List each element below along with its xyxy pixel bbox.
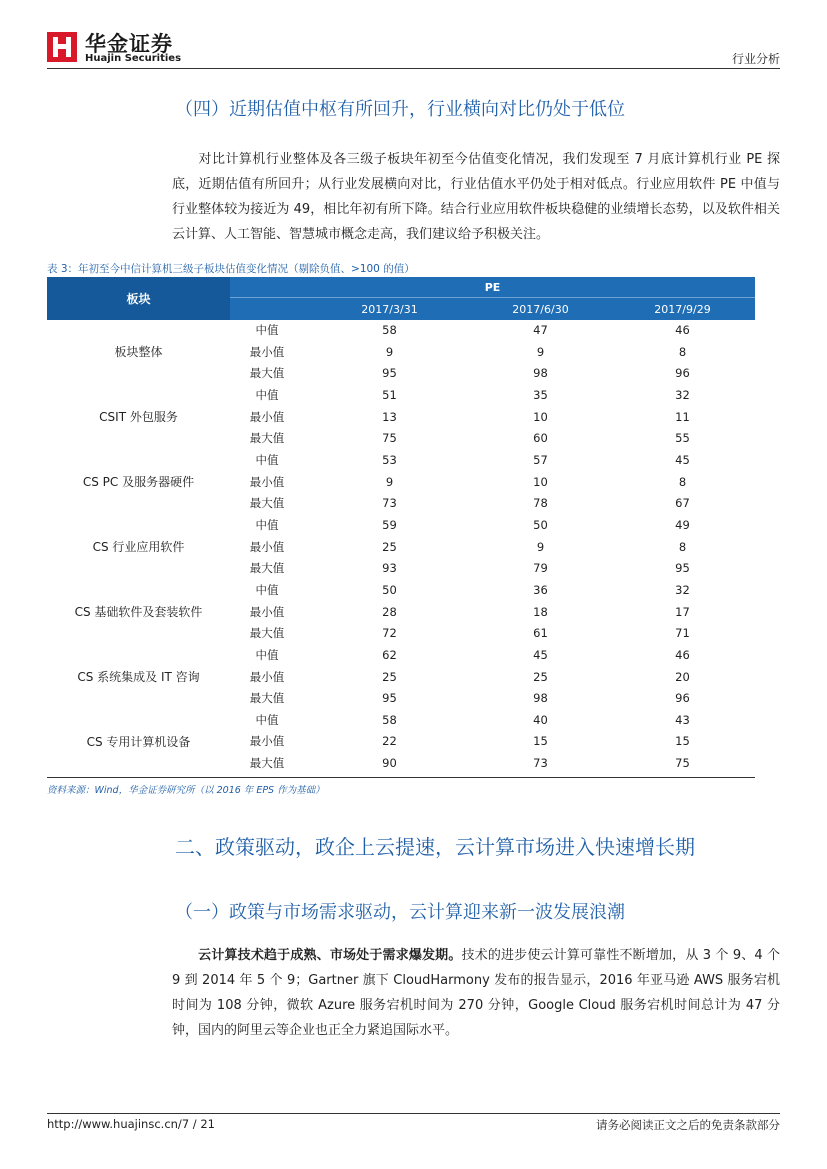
pe-value: 50 — [533, 517, 548, 532]
pe-value: 58 — [382, 712, 397, 727]
pe-value: 51 — [382, 387, 397, 402]
pe-value: 10 — [533, 409, 548, 424]
table-group — [47, 580, 755, 645]
pe-value: 9 — [385, 344, 394, 359]
pe-value: 40 — [533, 712, 548, 727]
pe-value: 95 — [382, 366, 397, 381]
pe-value: 9 — [536, 344, 545, 359]
stat-label: 中值 — [255, 452, 279, 467]
pe-value: 43 — [675, 712, 690, 727]
table-group — [47, 385, 755, 450]
table-header — [47, 277, 755, 320]
footer-disclaimer: 请务必阅读正文之后的免责条款部分 — [596, 1118, 780, 1132]
pe-value: 25 — [382, 539, 397, 554]
stat-label: 中值 — [255, 323, 279, 337]
stat-label: 最大值 — [249, 496, 285, 511]
footer-divider — [47, 1113, 780, 1114]
pe-value: 8 — [678, 474, 687, 489]
pe-value: 98 — [533, 366, 548, 381]
pe-value: 90 — [382, 756, 397, 771]
table-bottom-rule — [47, 777, 755, 778]
sector-name: 板块整体 — [114, 345, 163, 359]
sector-name: CS 行业应用软件 — [92, 539, 185, 554]
stat-label: 中值 — [255, 387, 279, 402]
sector-name: CS 专用计算机设备 — [86, 734, 191, 749]
logo-chinese-name: 华金证券 — [85, 32, 173, 56]
table-group — [47, 320, 755, 385]
pe-value: 28 — [382, 604, 397, 619]
pe-value: 73 — [382, 496, 397, 511]
pe-value: 60 — [533, 431, 548, 446]
valuation-paragraph-text: 对比计算机行业整体及各三级子板块年初至今估值变化情况，我们发现至 7 月底计算机行业 PE 探底，近期估值有所回升；从行业发展横向对比，行业估值水平仍处于相对低点。行业应用软件 PE 中值与行业整体较为接近为 49，相比年初有所下降。结合行业应用软件板块稳健的业绩增长态势，以及软件相关云计算、人工智能、智慧城市概念走高，我们建议给予积极关注。 — [172, 152, 780, 242]
pe-value: 49 — [675, 517, 690, 532]
stat-label: 最小值 — [249, 409, 285, 424]
header-date-1: 2017/3/31 — [361, 303, 418, 316]
pe-value: 61 — [533, 626, 548, 641]
pe-value: 95 — [382, 691, 397, 706]
table-source: 资料来源：Wind，华金证券研究所（以 2016 年 EPS 作为基础） — [47, 785, 325, 796]
stat-label: 最大值 — [249, 366, 285, 381]
pe-value: 11 — [675, 409, 690, 424]
pe-value: 95 — [675, 561, 690, 576]
stat-label: 最大值 — [249, 431, 285, 446]
pe-value: 32 — [675, 387, 690, 402]
pe-value: 25 — [533, 669, 548, 684]
sector-name: CS 基础软件及套装软件 — [74, 604, 203, 619]
pe-value: 36 — [533, 582, 548, 597]
stat-label: 最小值 — [249, 344, 285, 359]
pe-value: 58 — [382, 323, 397, 337]
stat-label: 最小值 — [249, 604, 285, 619]
pe-value: 98 — [533, 691, 548, 706]
header-block: 板块 — [47, 277, 230, 320]
section-title-valuation: （四）近期估值中枢有所回升，行业横向对比仍处于低位 — [175, 99, 625, 120]
stat-label: 最小值 — [249, 474, 285, 489]
pe-value: 13 — [382, 409, 397, 424]
stat-label: 最小值 — [249, 669, 285, 684]
pe-value: 9 — [536, 539, 545, 554]
footer-page-number: 7 / 21 — [181, 1117, 215, 1131]
stat-label: 中值 — [255, 647, 279, 662]
pe-value: 57 — [533, 452, 548, 467]
cloud-paragraph-lead: 云计算技术趋于成熟、市场处于需求爆发期。 — [198, 948, 462, 963]
table-title: 表 3：年初至今中信计算机三级子板块估值变化情况（剔除负值、>100 的值） — [47, 263, 415, 275]
pe-value: 59 — [382, 517, 397, 532]
stat-label: 中值 — [255, 712, 279, 727]
stat-label: 最小值 — [249, 734, 285, 749]
pe-value: 8 — [678, 344, 687, 359]
sector-name: CS 系统集成及 IT 咨询 — [77, 669, 200, 684]
table-group — [47, 450, 755, 515]
page-header — [47, 28, 780, 68]
table-body — [47, 320, 755, 775]
table-group — [47, 515, 755, 580]
table-group — [47, 645, 755, 710]
stat-label: 最大值 — [249, 626, 285, 641]
pe-value: 78 — [533, 496, 548, 511]
pe-value: 32 — [675, 582, 690, 597]
pe-value: 96 — [675, 691, 690, 706]
footer-url[interactable]: http://www.huajinsc.cn/ — [47, 1117, 182, 1131]
pe-value: 93 — [382, 561, 397, 576]
header-pe: PE — [230, 277, 755, 298]
header-divider — [47, 68, 780, 69]
header-date-2: 2017/6/30 — [512, 303, 569, 316]
pe-value: 25 — [382, 669, 397, 684]
report-category: 行业分析 — [731, 52, 780, 66]
stat-label: 中值 — [255, 517, 279, 532]
pe-value: 35 — [533, 387, 548, 402]
pe-value: 72 — [382, 626, 397, 641]
pe-value: 22 — [382, 734, 397, 749]
chapter-title-cloud: 二、政策驱动，政企上云提速，云计算市场进入快速增长期 — [175, 835, 695, 859]
pe-value: 62 — [382, 647, 397, 662]
pe-value: 75 — [675, 756, 690, 771]
pe-value: 96 — [675, 366, 690, 381]
pe-value: 50 — [382, 582, 397, 597]
pe-value: 8 — [678, 539, 687, 554]
pe-value: 47 — [533, 323, 548, 337]
pe-value: 9 — [385, 474, 394, 489]
huajin-logo-icon — [47, 32, 77, 62]
pe-value: 20 — [675, 669, 690, 684]
stat-label: 最大值 — [249, 561, 285, 576]
pe-value: 53 — [382, 452, 397, 467]
table-group — [47, 710, 755, 775]
pe-value: 71 — [675, 626, 690, 641]
sector-name: CSIT 外包服务 — [99, 409, 178, 424]
stat-label: 中值 — [255, 582, 279, 597]
pe-value: 73 — [533, 756, 548, 771]
pe-value: 17 — [675, 604, 690, 619]
pe-value: 15 — [675, 734, 690, 749]
pe-value: 46 — [675, 323, 690, 337]
section-title-policy: （一）政策与市场需求驱动，云计算迎来新一波发展浪潮 — [175, 902, 625, 923]
header-date-3: 2017/9/29 — [654, 303, 711, 316]
pe-value: 79 — [533, 561, 548, 576]
stat-label: 最小值 — [249, 539, 285, 554]
pe-value: 46 — [675, 647, 690, 662]
pe-value: 15 — [533, 734, 548, 749]
pe-value: 55 — [675, 431, 690, 446]
pe-value: 75 — [382, 431, 397, 446]
pe-value: 67 — [675, 496, 690, 511]
valuation-paragraph — [172, 147, 780, 247]
pe-value: 10 — [533, 474, 548, 489]
stat-label: 最大值 — [249, 691, 285, 706]
sector-name: CS PC 及服务器硬件 — [82, 474, 195, 489]
stat-label: 最大值 — [249, 756, 285, 771]
footer-url-page — [47, 1117, 215, 1131]
pe-value: 18 — [533, 604, 548, 619]
cloud-paragraph-text: 技术的进步使云计算可靠性不断增加，从 3 个 9、4 个 9 到 2014 年 5 个 9；Gartner 旗下 CloudHarmony 发布的报告显示，2016 年亚马逊 AWS 服务宕机时间为 108 分钟，微软 Azure 服务宕机时间为 270 分钟，Google Cloud 服务宕机时间总计为 47 分钟，国内的阿里云等企业也正全力紧追国际水平。 — [172, 948, 780, 1038]
logo-english-name: Huajin Securities — [85, 53, 182, 64]
cloud-paragraph — [172, 943, 780, 1043]
pe-value: 45 — [533, 647, 548, 662]
pe-value: 45 — [675, 452, 690, 467]
